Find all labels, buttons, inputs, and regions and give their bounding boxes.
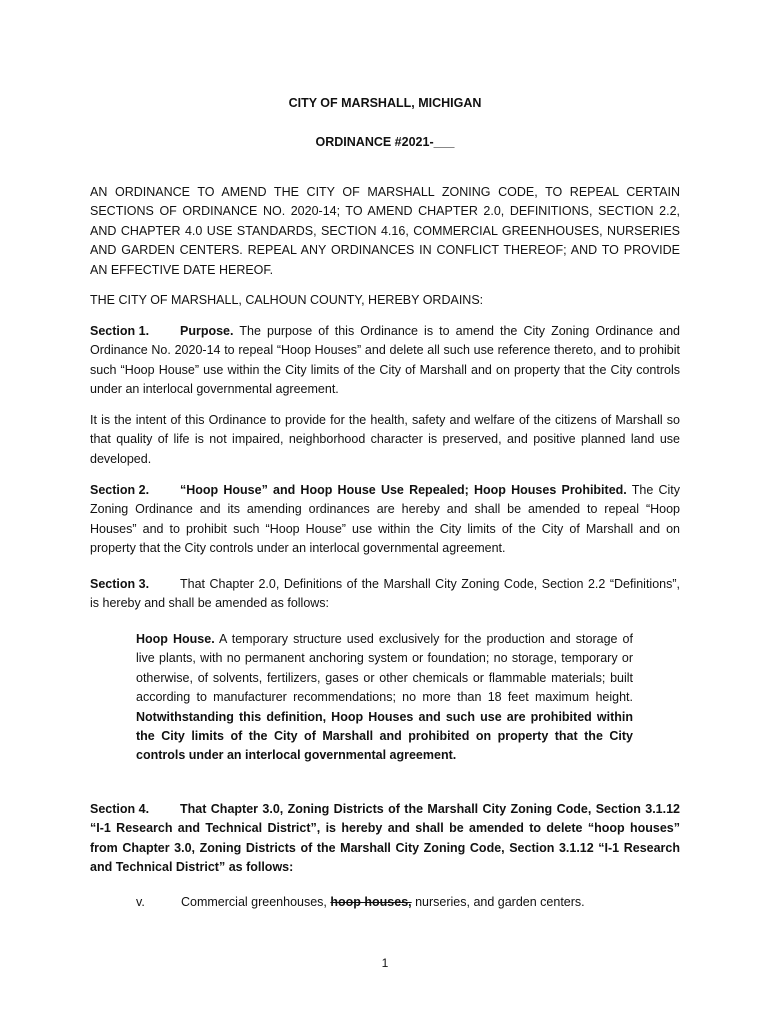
definition-term: Hoop House. (136, 632, 215, 646)
section-4-text: That Chapter 3.0, Zoning Districts of the Marshall City Zoning Code, Section 3.1.12 “I-1 Research and Technical District”, is hereby and shall be amended to delete “hoop houses” from Chapter 3.0, Zoning Districts of the Marshall City Zoning Code, Section 3.1.12 “I-1 Research and Technical District” as follows: (90, 802, 680, 875)
section-1-label: Section 1. (90, 324, 150, 338)
list-item-commercial-greenhouses (181, 895, 585, 909)
section-1 (90, 322, 680, 400)
intent-paragraph: It is the intent of this Ordinance to provide for the health, safety and welfare of the citizens of Marshall so that quality of life is not impaired, neighborhood character is preserved, and positive planned land use developed. (90, 413, 680, 466)
section-1-heading: Purpose. (180, 324, 234, 338)
page-number: 1 (381, 956, 389, 970)
section-2 (90, 481, 680, 559)
definition-prohibition: Notwithstanding this definition, Hoop Houses and such use are prohibited within the City limits of the City of Marshall and prohibited on property that the City controls under an interlocal governmental agreement. (136, 709, 633, 763)
hoop-house-definition (136, 630, 633, 766)
city-heading: CITY OF MARSHALL, MICHIGAN (288, 96, 482, 110)
section-4-label: Section 4. (90, 802, 150, 816)
section-3 (90, 575, 680, 614)
section-2-label: Section 2. (90, 483, 150, 497)
section-3-label: Section 3. (90, 577, 150, 591)
ordinance-number: ORDINANCE #2021-___ (315, 135, 455, 149)
list-item-before: Commercial greenhouses, (181, 895, 331, 909)
ordains-statement: THE CITY OF MARSHALL, CALHOUN COUNTY, HEREBY ORDAINS: (90, 293, 484, 307)
title-paragraph: AN ORDINANCE TO AMEND THE CITY OF MARSHALL ZONING CODE, TO REPEAL CERTAIN SECTIONS OF ORDINANCE NO. 2020-14; TO AMEND CHAPTER 2.0, DEFINITIONS, SECTION 2.2, AND CHAPTER 4.0 USE STANDARDS, SECTION 4.16, COMMERCIAL GREENHOUSES, NURSERIES AND GARDEN CENTERS. REPEAL ANY ORDINANCES IN CONFLICT THEREOF; AND TO PROVIDE AN EFFECTIVE DATE HEREOF. (90, 185, 680, 277)
definition-text: A temporary structure used exclusively for the production and storage of live plants, with no permanent anchoring system or foundation; no storage, temporary or otherwise, of solvents, fertilizers, gases or other chemicals or flammable materials; built according to manufacturer recommendations; no more than 18 feet maximum height. (136, 632, 633, 705)
list-item-number: v. (136, 895, 145, 909)
section-2-heading: “Hoop House” and Hoop House Use Repealed; Hoop Houses Prohibited. (180, 483, 627, 497)
list-item-after: nurseries, and garden centers. (411, 895, 585, 909)
section-1-text: The purpose of this Ordinance is to amend the City Zoning Ordinance and Ordinance No. 2020-14 to repeal “Hoop Houses” and delete all such use reference thereto, and to prohibit such “Hoop House” use within the City limits of the City of Marshall and on property that the City controls under an interlocal governmental agreement. (90, 324, 680, 397)
section-4 (90, 800, 680, 878)
section-2-text: The City Zoning Ordinance and its amending ordinances are hereby and shall be amended to repeal “Hoop Houses” and to prohibit such “Hoop House” use within the City limits of the City of Marshall and on property that the City controls under an interlocal governmental agreement. (90, 483, 680, 556)
section-3-text: That Chapter 2.0, Definitions of the Marshall City Zoning Code, Section 2.2 “Definitions”, is hereby and shall be amended as follows: (90, 577, 680, 611)
struck-hoop-houses: hoop houses, (330, 895, 412, 909)
